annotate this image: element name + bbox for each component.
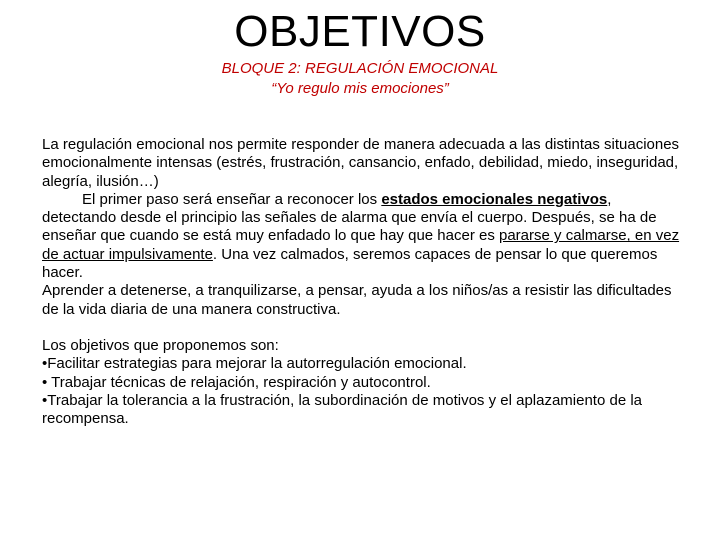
objective-item: •Facilitar estrategias para mejorar la autorregulación emocional. bbox=[42, 355, 467, 373]
body-text bbox=[42, 136, 682, 428]
objective-item: •Trabajar la tolerancia a la frustración, la subordinación de motivos y el aplazamiento de la recompensa. bbox=[42, 391, 643, 428]
block-subtitle: BLOQUE 2: REGULACIÓN EMOCIONAL bbox=[221, 60, 499, 77]
p2-middle: , detectando desde el principio las señales de alarma que envía el cuerpo. Después, se ha de enseñar que cuando se está muy enfadado lo que hay que hacer es bbox=[42, 190, 657, 245]
page-title: OBJETIVOS bbox=[234, 7, 486, 56]
emphasis-negative-states: estados emocionales negativos bbox=[381, 190, 608, 208]
paragraph-learning: Aprender a detenerse, a tranquilizarse, a pensar, ayuda a los niños/as a resistir las dificultades de la vida diaria de una manera constructiva. bbox=[42, 282, 672, 318]
p2-after: . Una vez calmados, seremos capaces de pensar lo que queremos hacer. bbox=[42, 245, 658, 282]
underlined-phrase: pararse y calmarse, en vez de actuar impulsivamente bbox=[42, 227, 680, 263]
objectives-intro: Los objetivos que proponemos son: bbox=[42, 336, 279, 354]
spacer bbox=[42, 319, 682, 337]
p2-before: El primer paso será enseñar a reconocer los bbox=[82, 190, 382, 208]
paragraph-intro: La regulación emocional nos permite responder de manera adecuada a las distintas situaciones emocionalmente intensas (estrés, frustración, cansancio, enfado, debilidad, miedo, inseguridad, alegría, ilusión…) bbox=[42, 136, 680, 190]
motto: “Yo regulo mis emociones” bbox=[271, 80, 449, 97]
paragraph-first-step bbox=[42, 191, 682, 282]
objective-item: • Trabajar técnicas de relajación, respiración y autocontrol. bbox=[42, 373, 431, 391]
indent bbox=[42, 191, 82, 208]
